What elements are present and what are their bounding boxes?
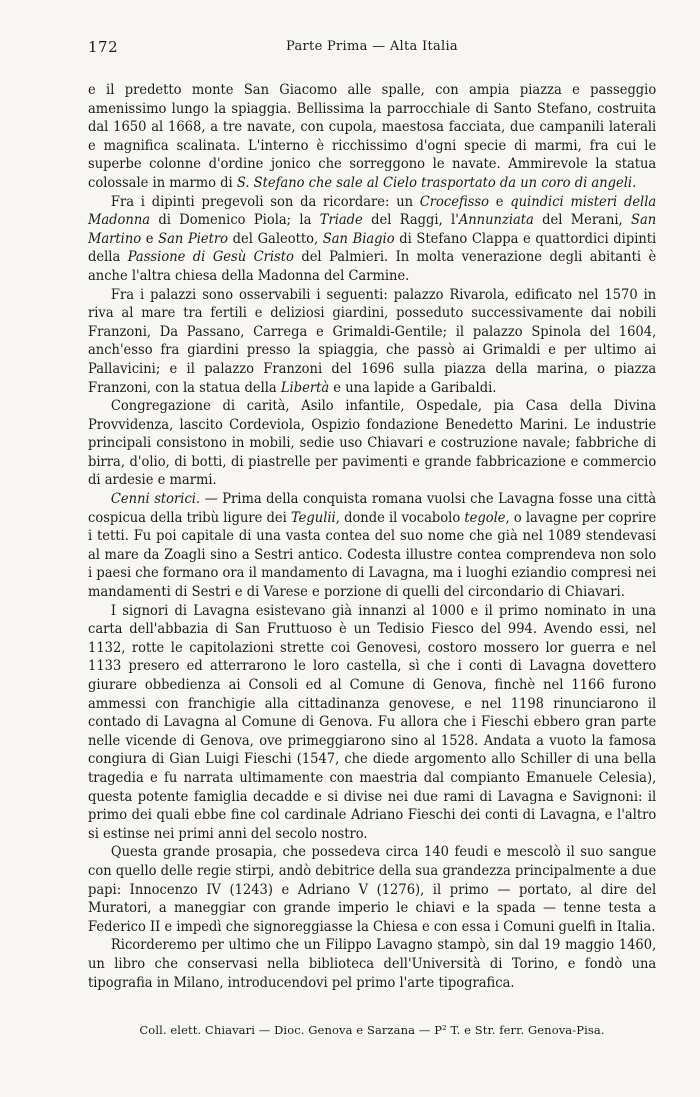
text-run: e <box>141 230 159 247</box>
text-run: Congregazione di carità, Asilo infantile, Ospedale, pia Casa della Divina Provvidenza, lascito Cordeviola, Ospizio fondazione Benedetto Marini. Le industrie principali consistono in mobili, sedie uso Chiavari e costruzione navale; fabbriche di birra, d'olio, di botti, di piastrelle per pavimenti e grande fabbricazione e commercio di ardesie e marmi. <box>88 398 657 489</box>
text-run: di Domenico Piola; la <box>150 212 320 229</box>
italic-text: Libertà <box>280 379 330 396</box>
text-run: Fra i palazzi sono osservabili i seguenti: palazzo Rivarola, edificato nel 1570 in riva al mare tra fertili e deliziosi giardini, posseduto successivamente dai nobili Franzoni, Da Passano, Carrega e Grimaldi-Gentile; il palazzo Spinola del 1604, anch'esso fra giardini presso la spiaggia, che passò ai Grimaldi e per ultimo ai Pallavicini; e il palazzo Franzoni del 1696 sulla piazza della marina, o piazza Franzoni, con la statua della <box>88 286 657 396</box>
text-run: e <box>488 193 511 210</box>
page-body <box>88 81 656 992</box>
paragraph <box>88 602 656 844</box>
text-run: e una lapide a Garibaldi. <box>329 379 497 396</box>
text-run: Ricorderemo per ultimo che un Filippo Lavagno stampò, sin dal 19 maggio 1460, un libro che conservasi nella biblioteca dell'Università di Torino, e fondò una tipografia in Milano, introducendovi pel primo l'arte tipografica. <box>88 937 657 991</box>
text-run: I signori di Lavagna esistevano già innanzi al 1000 e il primo nominato in una carta dell'abbazia di San Fruttuoso è un Tedisio Fiesco del 994. Avendo essi, nel 1132, rotte le capitolazioni strette coi Genovesi, costoro mossero lor guerra e nel 1133 presero ed atterrarono le loro castella, sì che i conti di Lavagna dovettero giurare obbedienza ai Consoli ed al Comune di Genova, finchè nel 1166 furono ammessi con franchigie alla cittadinanza genovese, e nel 1198 rinunciarono il contado di Lavagna al Comune di Genova. Fu allora che i Fieschi ebbero gran parte nelle vicende di Genova, ove primeggiarono sino al 1528. Andata a vuoto la famosa congiura di Gian Luigi Fieschi (1547, che diede argomento allo Schiller di una bella tragedia e fu narrata ultimamente con maestria dal compianto Emanuele Celesia), questa potente famiglia decadde e si divise nei due rami di Lavagna e Savignoni: il primo dei quali ebbe fine col cardinale Adriano Fieschi dei conti di Lavagna, e l'altro si estinse nei primi anni del secolo nostro. <box>88 602 657 842</box>
italic-text: Cenni storici. <box>110 491 201 508</box>
text-run: del Palmieri. In molta venerazione degli abitanti è anche l'altra chiesa della Madonna del Carmine. <box>88 249 657 284</box>
paragraph <box>88 193 656 286</box>
italic-text: S. Stefano che sale al Cielo trasportato da un coro di angeli <box>236 174 633 191</box>
italic-text: Crocefisso <box>419 193 489 210</box>
text-run: e il predetto monte San Giacomo alle spalle, con ampia piazza e passeggio amenissimo lungo la spiaggia. Bellissima la parrocchiale di Santo Stefano, costruita dal 1650 al 1668, a tre navate, con cupola, maestosa facciata, due campanili laterali e magnifica scalinata. L'interno è ricchissimo d'ogni specie di marmi, fra cui le superbe colonne d'ordine jonico che sorreggono le navate. Ammirevole la statua colossale in marmo di <box>88 82 657 191</box>
italic-text: Tegulii <box>290 509 336 526</box>
paragraph <box>88 81 656 193</box>
italic-text: San Pietro <box>158 230 229 247</box>
italic-text: Passione di Gesù Cristo <box>127 249 294 266</box>
italic-text: quindici misteri della Madonna <box>88 193 657 229</box>
running-title: Parte Prima — Alta Italia <box>286 39 458 54</box>
page-number: 172 <box>88 38 119 56</box>
text-run: Fra i dipinti pregevoli son da ricordare: un <box>110 193 420 210</box>
text-run: Questa grande prosapia, che possedeva circa 140 feudi e mescolò il suo sangue con quello delle regie stirpi, andò debitrice della sua grandezza principalmente a due papi: Innocenzo IV (1243) e Adriano V (1276), il primo — portato, al dire del Muratori, a maneggiar con grande imperio le chiavi e la spada — tenne testa a Federico II e impedì che signoreggiasse la Chiesa e con essa i Comuni guelfi in Italia. <box>88 844 657 935</box>
paragraph <box>88 286 656 398</box>
footer-note: Coll. elett. Chiavari — Dioc. Genova e Sarzana — P² T. e Str. ferr. Genova-Pisa. <box>139 1023 605 1037</box>
text-run: del Raggi, l' <box>362 212 459 229</box>
text-run: del Galeotto, <box>228 230 323 247</box>
italic-text: tegole <box>464 509 506 526</box>
italic-text: San Biagio <box>322 230 395 247</box>
text-run: di Stefano Clappa e quattordici dipinti della <box>88 230 657 266</box>
italic-text: Annunziata <box>458 212 534 229</box>
text-run: . <box>632 174 637 191</box>
text-run: — Prima della conquista romana vuolsi che Lavagna fosse una città cospicua della tribù ligure dei <box>88 491 657 526</box>
paragraph <box>88 843 656 936</box>
paragraph <box>88 490 656 602</box>
text-run: , donde il vocabolo <box>335 509 465 526</box>
page-header <box>88 38 656 58</box>
italic-text: Triade <box>319 212 363 229</box>
paragraph <box>88 397 656 490</box>
italic-text: San Martino <box>88 212 657 247</box>
text-run: del Merani, <box>533 212 632 229</box>
text-run: , o lavagne per coprire i tetti. Fu poi capitale di una vasta contea del suo nome che già nel 1089 stendevasi al mare da Zoagli sino a Sestri antico. Codesta illustre contea comprendeva non solo i paesi che formano ora il mandamento di Lavagna, ma i luoghi eziandio compresi nei mandamenti di Sestri e di Varese e porzione di quelli del circondario di Chiavari. <box>88 509 657 601</box>
paragraph <box>88 936 656 992</box>
